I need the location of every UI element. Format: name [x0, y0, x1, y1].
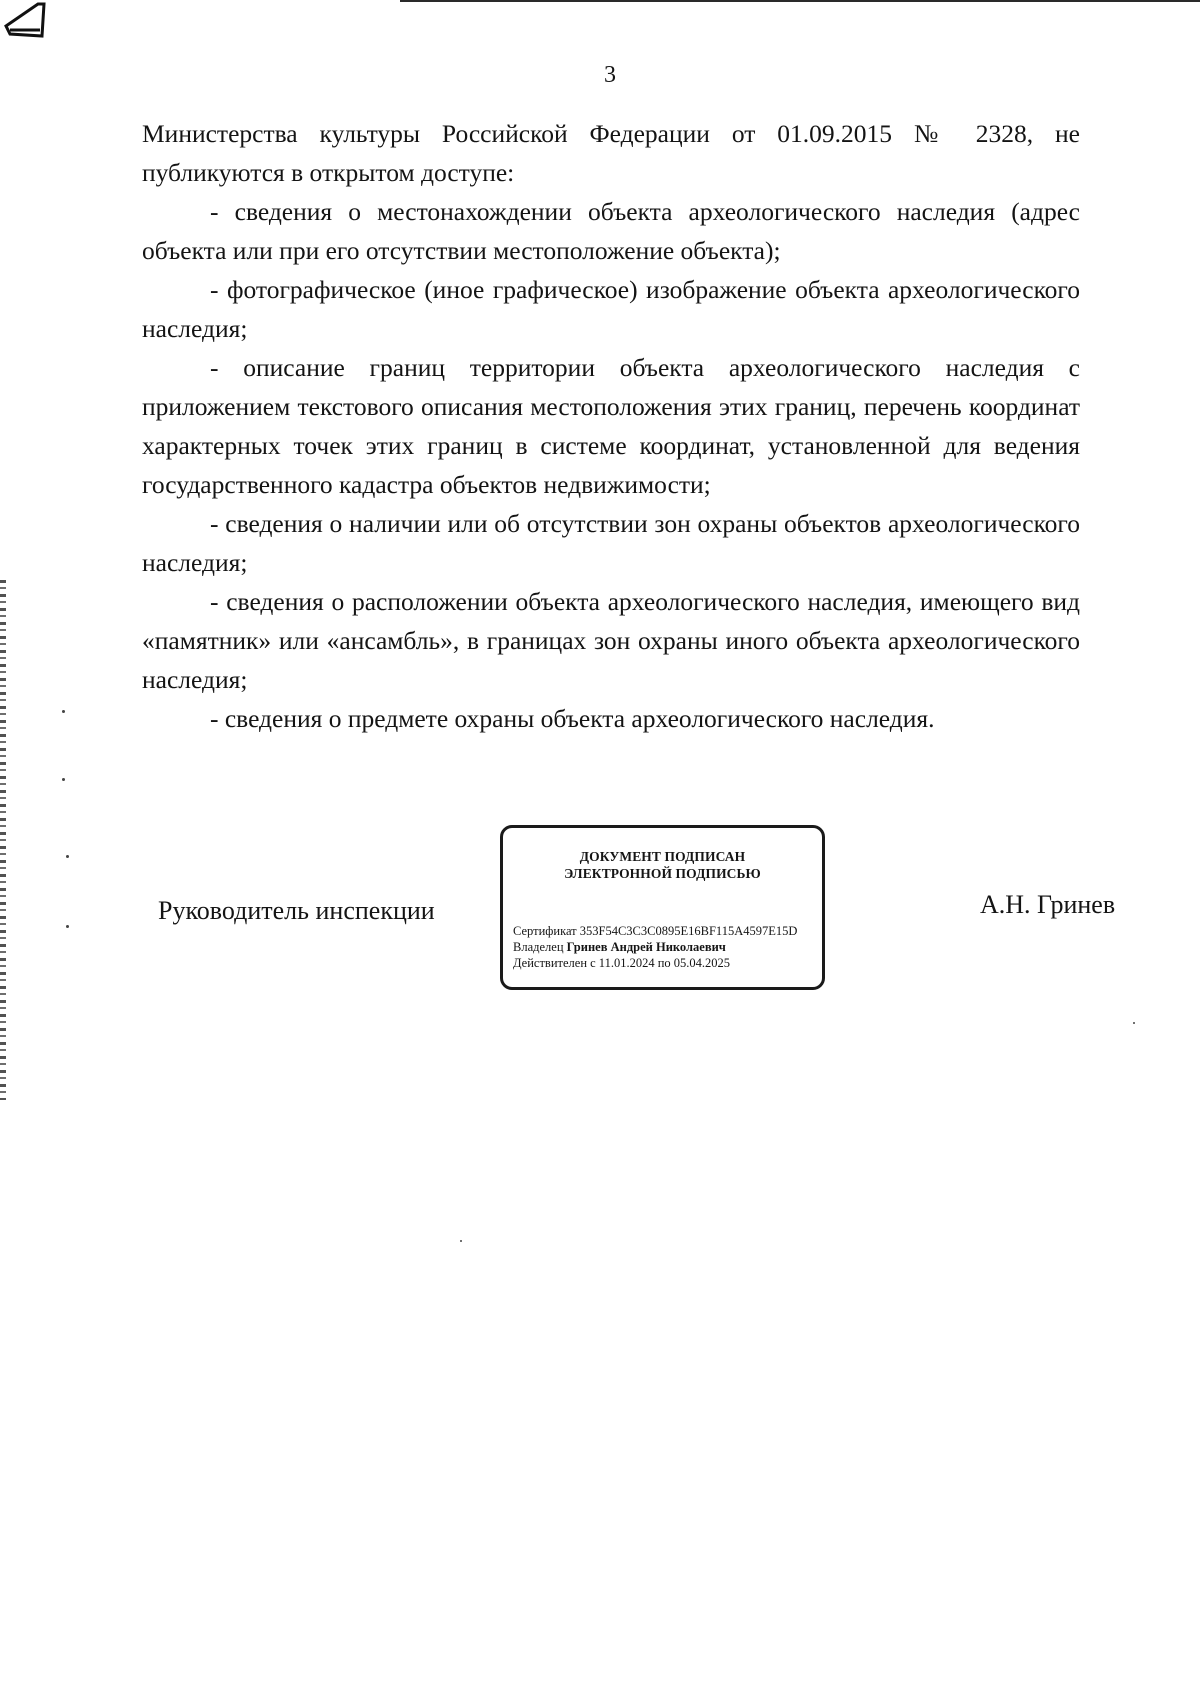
list-item: - сведения о расположении объекта археологического наследия, имеющего вид «памятник» или «ансамбль», в границах зон охраны иного объекта археологического наследия;	[142, 587, 1080, 694]
stamp-certificate-value: 353F54C3C3C0895E16BF115A4597E15D	[579, 924, 798, 938]
list-item: - сведения о предмете охраны объекта археологического наследия.	[210, 704, 935, 733]
signer-name: А.Н. Гринев	[980, 890, 1116, 919]
stamp-owner-value: Гринев Андрей Николаевич	[566, 940, 726, 954]
stamp-details	[513, 923, 797, 971]
stamp-certificate-label: Сертификат	[513, 924, 577, 938]
page-number: 3	[604, 62, 616, 88]
stamp-title	[503, 848, 822, 882]
e-signature-stamp	[500, 825, 825, 990]
stamp-title-line: ДОКУМЕНТ ПОДПИСАН	[579, 849, 746, 864]
list-item: - описание границ территории объекта археологического наследия с приложением текстового описания местоположения этих границ, перечень координат характерных точек этих границ в системе координат, установленной для ведения государственного кадастра объектов недвижимости;	[142, 353, 1080, 499]
scan-speck	[460, 1240, 462, 1242]
scan-speck	[62, 710, 65, 713]
scan-corner-mark	[4, 0, 48, 40]
scan-top-edge	[400, 0, 1200, 2]
scan-speck	[66, 855, 69, 858]
stamp-owner	[513, 939, 797, 955]
scan-speck	[62, 778, 65, 781]
stamp-certificate	[513, 923, 797, 939]
stamp-title-line: ЭЛЕКТРОННОЙ ПОДПИСЬЮ	[564, 866, 761, 881]
document-body	[142, 114, 1080, 738]
list-item: - сведения о местонахождении объекта археологического наследия (адрес объекта или при его отсутствии местоположение объекта);	[142, 197, 1080, 265]
scan-speck	[66, 925, 69, 928]
list-item: - фотографическое (иное графическое) изображение объекта археологического наследия;	[142, 275, 1080, 343]
scan-left-edge	[0, 580, 6, 1100]
stamp-validity: Действителен с 11.01.2024 по 05.04.2025	[513, 956, 731, 970]
scan-speck	[1133, 1022, 1135, 1024]
signer-position: Руководитель инспекции	[158, 896, 435, 925]
paragraph-intro: Министерства культуры Российской Федерации от 01.09.2015 № 2328, не публикуются в открытом доступе:	[142, 119, 1080, 187]
stamp-owner-label: Владелец	[513, 940, 564, 954]
list-item: - сведения о наличии или об отсутствии зон охраны объектов археологического наследия;	[142, 509, 1080, 577]
